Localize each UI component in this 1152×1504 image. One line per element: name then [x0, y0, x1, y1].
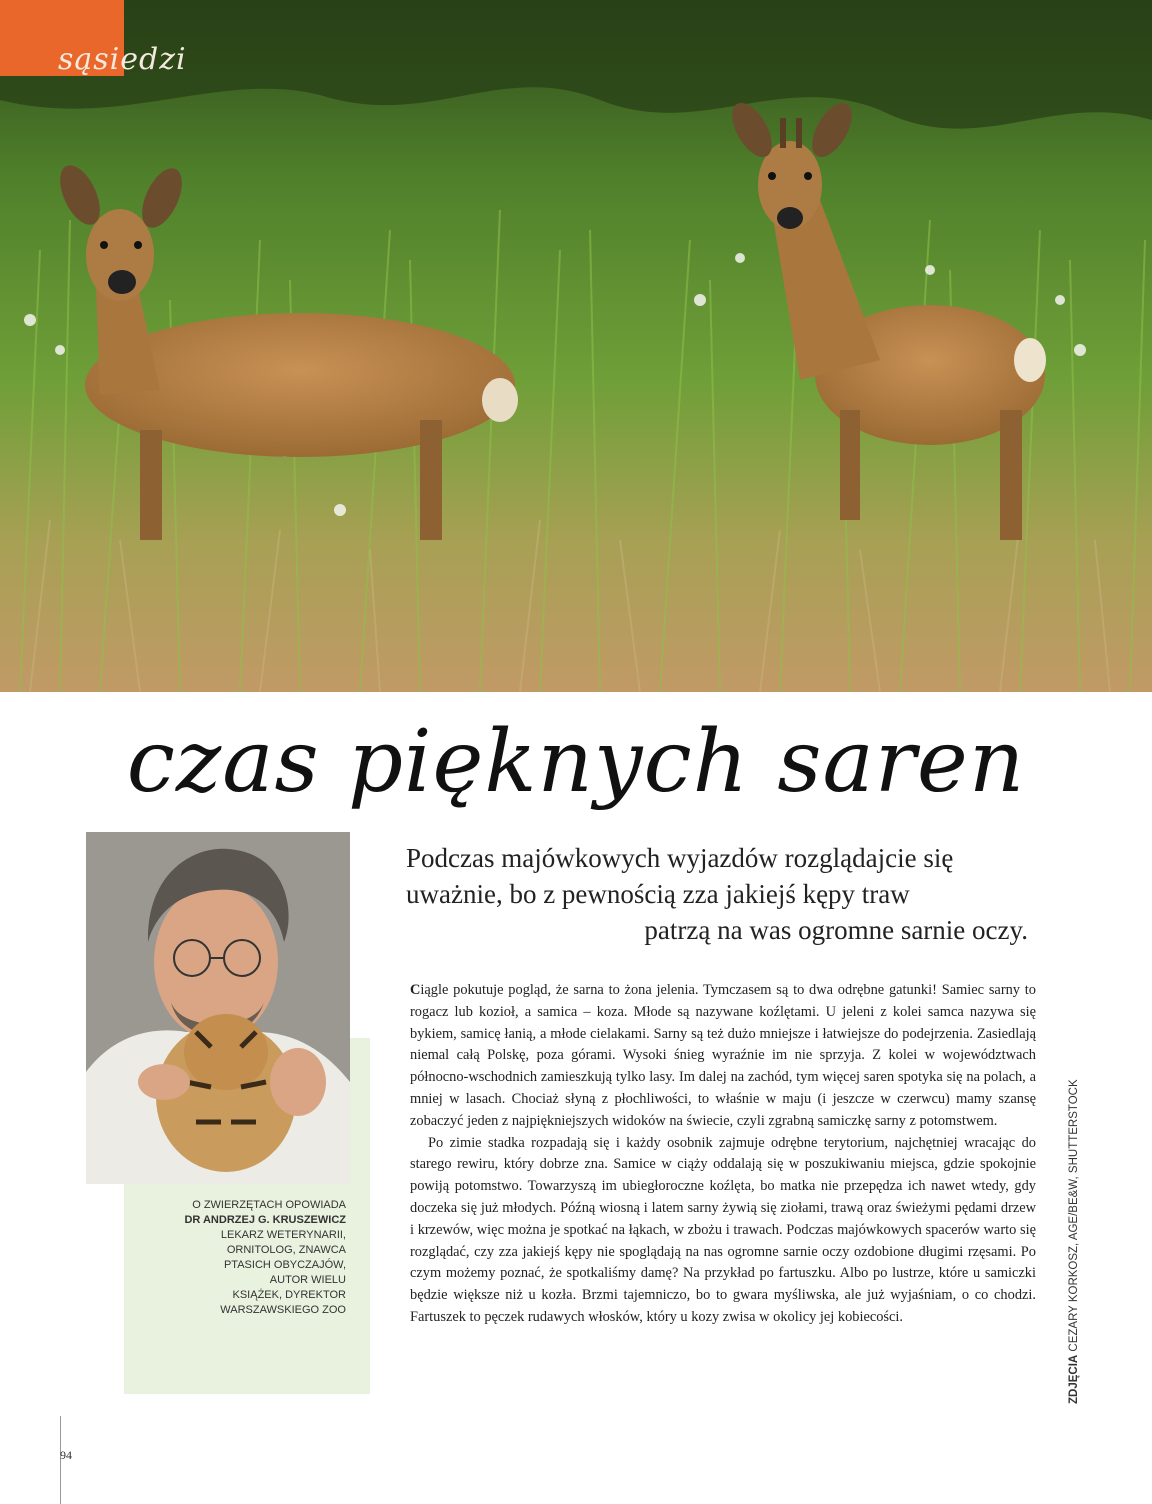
- paragraph-1-text: iągle pokutuje pogląd, że sarna to żona jelenia. Tymczasem są to dwa odrębne gatunki! Samiec sarny to rogacz lub kozioł, a samica – koza. Młode są nazywane koźlętami. U jeleni z kolei samca nazywa się bykiem, samicę łanią, a młode cielakami. Sarny są też dużo mniejsze i łatwiejsze do podejrzenia. Zasiedlają niemal całą Polskę, poza górami. Wysoki śnieg wyraźnie im nie sprzyja. Z kolei w województwach północno-wschodnich zamieszkują tylko lasy. Im dalej na zachód, tym więcej saren spotyka się na polach, a mniej w lasach. Chociaż słyną z płochliwości, to właśnie w maju (i jeszcze w czerwcu) mamy szansę zobaczyć jeden z najpiękniejszych widoków na świecie, czyli zgrabną samiczkę sarny z potomstwem.: [410, 982, 1036, 1129]
- author-name: DR ANDRZEJ G. KRUSZEWICZ: [184, 1214, 346, 1226]
- lead-line-3: patrzą na was ogromne sarnie oczy.: [644, 915, 1028, 945]
- credits-text: CEZARY KORKOSZ, AGE/BE&W, SHUTTERSTOCK: [1068, 1079, 1080, 1352]
- author-role-6: WARSZAWSKIEGO ZOO: [220, 1304, 346, 1316]
- photo-credits: [1068, 1064, 1080, 1404]
- hero-photo: [0, 0, 1152, 692]
- page-number: 94: [60, 1448, 72, 1462]
- credits-label: ZDJĘCIA: [1068, 1354, 1080, 1404]
- author-role-1: LEKARZ WETERYNARII,: [220, 1229, 346, 1241]
- lead-line-2: uważnie, bo z pewnością zza jakiejś kępy traw: [406, 879, 910, 909]
- author-role-2: ORNITOLOG, ZNAWCA: [226, 1244, 346, 1256]
- author-role-4: AUTOR WIELU: [269, 1274, 346, 1286]
- author-portrait: [86, 832, 350, 1184]
- article-title: czas pięknych saren: [126, 712, 1026, 812]
- section-label: sąsiedzi: [58, 42, 187, 77]
- body-paragraph-2: Po zimie stadka rozpadają się i każdy osobnik zajmuje odrębne terytorium, najchętniej wracając do starego rewiru, który dobrze zna. Samice w ciąży oddalają się w poszukiwaniu miejsca, gdzie spokojnie powiją potomstwo. Towarzyszą im ubiegłoroczne koźlęta, bo matka nie przepędza ich nawet wtedy, gdy doczeka się już młodych. Późną wiosną i latem sarny żywią się ziołami, trawą oraz świeżymi pędami drzew i krzewów, więc można je spotkać na łąkach, w zbożu i trawach. Podczas majówkowych spacerów warto się rozglądać, czy zza jakiejś kępy nie spoglądają na nas ogromne sarnie oczy ozdobione długimi rzęsami. Po czym możemy poznać, że spotkaliśmy damę? Na przykład po fartuszku. Albo po lustrze, które u samiczki będzie większe niż u kozła. Brzmi tajemniczo, bo to gwara myśliwska, ale już wyjaśniam, o co chodzi. Fartuszek to pęczek rudawych włosków, który u kozy zwisa w okolicy jej kobiecości.: [410, 1134, 1036, 1325]
- author-role-3: PTASICH OBYCZAJÓW,: [223, 1259, 346, 1271]
- author-intro: O ZWIERZĘTACH OPOWIADA: [192, 1199, 346, 1211]
- author-caption: [140, 1198, 346, 1318]
- author-role-5: KSIĄŻEK, DYREKTOR: [232, 1289, 346, 1301]
- article-body: [410, 980, 1036, 1329]
- drop-letter: C: [410, 982, 421, 998]
- author-photo: [86, 832, 350, 1184]
- lead-line-1: Podczas majówkowych wyjazdów rozglądajcie się: [406, 843, 954, 873]
- meadow-deer-image: [0, 0, 1152, 692]
- body-paragraph-1: [410, 980, 1036, 1133]
- article-lead: [404, 840, 1034, 948]
